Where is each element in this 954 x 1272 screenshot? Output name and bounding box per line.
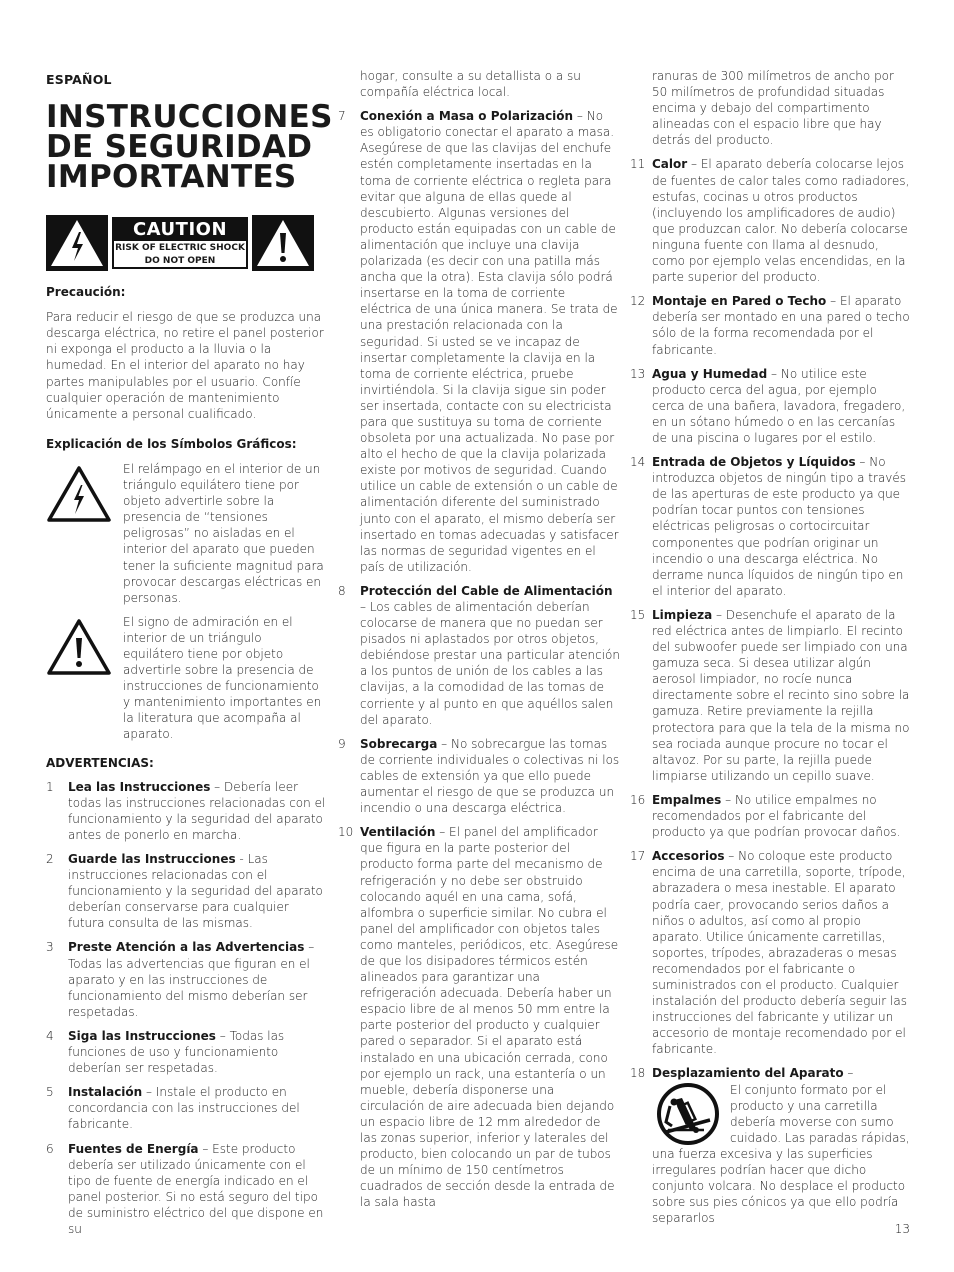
item-text: No coloque este producto encima de una carretilla, soporte, trípode, abrazadera o mesa inestable. El aparato podría caer, provocando serios daños a niños o adultos, así como al propio aparato. Utilice únicamente carretillas, soportes, trípodes, abrazaderas o mesas recomendados por el fabricante o suministrados con el producto. Cualquier instalación del producto debería seguir las instrucciones del fabricante y utilizar un accesorio de montaje recomendado por el fabricante. xyxy=(652,849,907,1057)
item-separator: – xyxy=(360,600,370,614)
item-separator: - xyxy=(235,852,248,866)
item-number: 1 xyxy=(46,779,54,794)
item-separator: – xyxy=(215,1028,230,1043)
list-item xyxy=(46,851,326,931)
column-3 xyxy=(630,68,912,1234)
item-text: No utilice este producto cerca del agua, por ejemplo cerca de una bañera, lavadora, fregadero, en un sótano húmedo o en las cercanías de una piscina o lugares por el estilo. xyxy=(652,366,906,445)
item-separator: – xyxy=(304,940,315,955)
column-1 xyxy=(46,66,333,1245)
symbols-heading: Explicación de los Símbolos Gráficos: xyxy=(46,436,297,451)
item-title: Ventilación xyxy=(360,825,436,840)
advertencias-heading: ADVERTENCIAS: xyxy=(46,755,154,770)
item-text: No sobrecargue las tomas de corriente individuales o colectivas ni los cables de extensión ya que ello puede aumentar el riesgo de que se produzca un incendio o una descarga eléctrica. xyxy=(360,736,620,816)
item-title: Preste Atención a las Advertencias xyxy=(68,940,305,955)
item-text: Este producto debería ser utilizado únicamente con el tipo de fuente de energía indicado en el panel posterior. Si no está seguro del tipo de suministro eléctrico del que dispone en su xyxy=(68,1141,324,1236)
item-text: Desenchufe el aparato de la red eléctrica antes de limpiarlo. El recinto del subwoofer puede ser limpiado con una gamuza seca. Si desea utilizar algún aerosol limpiador, no rocíe nunca directamente sobre el recinto sino sobre la gamuza. Retire previamente la rejilla protectora para que la tela de la misma no sea rociada aunque procure no tocar el altavoz. Por su parte, la rejilla puede limpiarse utilizando un cepillo suave. xyxy=(652,607,910,783)
item-title: Siga las Instrucciones xyxy=(68,1028,216,1043)
precaucion-heading: Precaución: xyxy=(46,285,126,300)
item-title: Sobrecarga xyxy=(360,736,438,751)
item-text: Todas las funciones de uso y funcionamiento deberían ser respetadas. xyxy=(68,1028,285,1076)
item-separator: – xyxy=(198,1141,213,1156)
item-title: Lea las Instrucciones xyxy=(68,779,211,794)
item-number: 4 xyxy=(46,1028,54,1043)
item-text: hogar, consulte a su detallista o a su compañía eléctrica local. xyxy=(360,69,581,100)
item-separator: – xyxy=(687,157,701,172)
item-title: Desplazamiento del Aparato xyxy=(652,1066,844,1081)
item-text: El conjunto formato por el producto y una carretilla debería moverse con sumo cuidado. Las paradas rápidas, una fuerza excesiva y las superficies irregulares podrían hacer que dicho conjunto volcara. No desplace el producto sobre sus pies cónicos ya que ello podría separarlos xyxy=(652,1082,910,1226)
item-title: Calor xyxy=(652,157,688,172)
item-separator: – xyxy=(721,792,735,807)
item-number: 16 xyxy=(630,792,646,807)
precaucion-text: Para reducir el riesgo de que se produzca una descarga eléctrica, no retire el panel posterior ni exponga el producto a la lluvia o la humedad. En el interior del aparato no hay partes manipulables por el usuario. Confíe cualquier operación de mantenimiento únicamente a personal cualificado. xyxy=(46,310,324,421)
list-item xyxy=(630,792,912,840)
list-item xyxy=(630,293,912,357)
lightning-warning-icon xyxy=(46,215,108,271)
item-text: No es obligatorio conectar el aparato a masa. Asegúrese de que las clavijas del enchufe estén completamente insertadas en la toma de corriente eléctrica o regleta para evitar que alguna de ellas quede al descubierto. Algunas versiones del producto están equipadas con un cable de alimentación que incluye una clavija polarizada (es decir con una patilla más ancha que la otra). Esta clavija sólo podrá insertarse en la toma de corriente eléctrica de una única manera. Se trata de una prestación relacionada con la seguridad. Si usted se ve incapaz de insertar completamente la clavija en la toma de corriente eléctrica, pruebe invirtiéndola. Si la clavija sigue sin poder ser insertada, contacte con su electricista para que sustituya su toma de corriente obsoleta por una actualizada. No pase por alto el hecho de que la clavija polarizada existe por motivos de seguridad. Cuando utilice un cable de extensión o un cable de alimentación diferente del suministrado junto con el aparato, el mismo debería ser insertado en tomas adecuadas y satisfacer las normas de seguridad vigentes en el país de utilización. xyxy=(360,109,619,574)
item-title: Limpieza xyxy=(652,607,713,622)
list-item xyxy=(338,736,620,816)
item-separator: – xyxy=(826,294,840,309)
item-number: 12 xyxy=(630,294,646,309)
item-number: 11 xyxy=(630,157,646,172)
item-number: 18 xyxy=(630,1066,646,1081)
item-title: Entrada de Objetos y Líquidos xyxy=(652,455,856,470)
list-item xyxy=(338,583,620,728)
list-item xyxy=(46,1028,326,1076)
lightning-triangle-icon xyxy=(46,465,112,523)
item-title: Accesorios xyxy=(652,849,725,864)
item-number: 8 xyxy=(338,583,346,598)
item-separator: – xyxy=(210,779,224,794)
list-item xyxy=(46,1141,326,1238)
caution-line-1: RISK OF ELECTRIC SHOCK xyxy=(115,243,245,254)
list-item xyxy=(338,824,620,1210)
item-title: Instalación xyxy=(68,1085,143,1100)
item-separator: – xyxy=(142,1085,156,1100)
item-text: El panel del amplificador que figura en la parte posterior del producto forma parte del mecanismo de refrigeración y no debe ser obstruido colocando aquél en una cama, sofá, alfombra o superficie similar. No cubra el panel del amplificador con objetos tales como manteles, periódicos, etc. Asegúrese de que los disipadores térmicos estén alineados para garantizar una refrigeración adecuada. Debería haber un espacio libre de al menos 50 mm entre la parte posterior del producto y cualquier pared o separador. Si el aparato está instalado en una ubicación cerrada, cono por ejemplo un rack, una estantería o un mueble, debería disponerse una circulación de aire adecuada bien dejando un espacio libre de 12 mm alrededor de las zonas superior, inferior y laterales del producto, bien colocando un par de tubos de un mínimo de 150 centímetros cuadrados de sección desde la entrada de la sala hasta xyxy=(360,825,619,1210)
lightning-explanation: El relámpago en el interior de un triángulo equilátero tiene por objeto advertirle sobre la presencia de “tensiones peligrosas” no aisladas en el interior del aparato que pueden tener la suficiente magnitud para provocar descargas eléctricas en personas. xyxy=(123,461,324,605)
list-item xyxy=(630,366,912,446)
item-title: Agua y Humedad xyxy=(652,366,768,381)
column-2 xyxy=(338,68,620,1218)
language-label: ESPAÑOL xyxy=(46,72,112,87)
item-separator: – xyxy=(843,1066,854,1081)
cart-tip-over-warning-icon xyxy=(652,1082,724,1146)
item-text: El aparato debería colocarse lejos de fuentes de calor tales como radiadores, estufas, cocinas u otros productos (incluyendo los amplificadores de audio) que produzcan calor. No debería colocarse ninguna fuente con llama al desnudo, como por ejemplo velas encendidas, en la parte superior del producto. xyxy=(652,157,910,285)
item-separator: – xyxy=(767,366,781,381)
list-item-continued xyxy=(630,68,912,148)
item-title: Empalmes xyxy=(652,792,722,807)
title-line-3: IMPORTANTES xyxy=(46,159,297,196)
item-title: Fuentes de Energía xyxy=(68,1141,199,1156)
symbol-exclamation xyxy=(46,614,326,743)
item-text: Todas las advertencias que figuran en el aparato y en las instrucciones de funcionamiento del mismo deberían ser respetadas. xyxy=(68,956,310,1019)
item-number: 17 xyxy=(630,849,646,864)
caution-label xyxy=(46,214,314,272)
caution-line-2: DO NOT OPEN xyxy=(144,256,216,267)
item-text: No introduzca objetos de ningún tipo a través de las aperturas de este producto ya que podrían tocar puntos con tensiones eléctricas peligrosas o cortocircuitar componentes que podrían originar un incendio o una descarga eléctrica. No derrame nunca líquidos de ningún tipo en el interior del aparato. xyxy=(652,455,907,598)
item-text: Debería leer todas las instrucciones relacionadas con el funcionamiento y la seguridad del aparato antes de ponerlo en marcha. xyxy=(68,779,326,842)
exclamation-warning-icon xyxy=(252,215,314,271)
list-item xyxy=(338,108,620,575)
symbol-lightning xyxy=(46,461,326,606)
list-item xyxy=(630,454,912,599)
title-line-2: DE SEGURIDAD xyxy=(46,129,313,166)
item-number: 3 xyxy=(46,940,54,955)
list-item-continued xyxy=(338,68,620,100)
item-number: 6 xyxy=(46,1141,54,1156)
item-title: Protección del Cable de Alimentación xyxy=(360,583,613,598)
item-number: 9 xyxy=(338,736,346,751)
item-number: 10 xyxy=(338,825,354,840)
exclamation-explanation: El signo de admiración en el interior de un triángulo equilátero tiene por objeto advertirle sobre la presencia de instrucciones de funcionamiento y mantenimiento importantes en la literatura que acompaña al aparato. xyxy=(123,614,322,742)
item-text: Los cables de alimentación deberían colocarse de manera que no puedan ser pisados ni aplastados por otros objetos, debiéndose prestar una particular atención a los puntos de unión de los cables a las clavijas, a la comodidad de las tomas de corriente y al punto en que aquéllos salen del aparato. xyxy=(360,600,620,727)
page-title xyxy=(46,99,333,196)
exclamation-triangle-icon xyxy=(46,618,112,676)
item-title: Montaje en Pared o Techo xyxy=(652,294,827,309)
caution-text xyxy=(114,241,246,268)
item-separator: – xyxy=(437,736,451,751)
item-text: ranuras de 300 milímetros de ancho por 50 milímetros de profundidad situadas encima y debajo del compartimento alineadas con el espacio libre que hay detrás del producto. xyxy=(652,69,894,148)
list-item xyxy=(46,779,326,843)
item-text: Las instrucciones relacionadas con el funcionamiento y la seguridad del aparato deberían conservarse para cualquier futura consulta de las mismas. xyxy=(68,852,323,931)
item-title: Conexión a Masa o Polarización xyxy=(360,109,574,124)
list-item xyxy=(630,848,912,1057)
item-number: 15 xyxy=(630,607,646,622)
item-number: 2 xyxy=(46,852,54,866)
item-title: Guarde las Instrucciones xyxy=(68,852,236,866)
item-number: 7 xyxy=(338,109,346,124)
item-text: El aparato debería ser montado en una pared o techo sólo de la forma recomendada por el fabricante. xyxy=(652,294,910,357)
item-separator: – xyxy=(724,849,739,864)
caution-heading: CAUTION xyxy=(114,219,246,241)
item-number: 14 xyxy=(630,455,646,470)
item-separator: – xyxy=(435,825,450,840)
title-line-1: INSTRUCCIONES xyxy=(46,99,333,136)
item-separator: – xyxy=(573,109,587,124)
caution-box xyxy=(112,217,248,269)
item-number: 13 xyxy=(630,366,646,381)
item-separator: – xyxy=(855,455,870,470)
list-item xyxy=(630,607,912,784)
list-item xyxy=(630,156,912,285)
item-text: Instale el producto en concordancia con las instrucciones del fabricante. xyxy=(68,1085,300,1132)
item-separator: – xyxy=(712,607,726,622)
list-item xyxy=(46,1084,326,1132)
list-item xyxy=(46,939,326,1019)
page-number: 13 xyxy=(894,1222,910,1236)
item-number: 5 xyxy=(46,1085,54,1100)
item-text: No utilice empalmes no recomendados por el fabricante del producto ya que podrían provocar daños. xyxy=(652,792,901,840)
list-item xyxy=(630,1065,912,1226)
